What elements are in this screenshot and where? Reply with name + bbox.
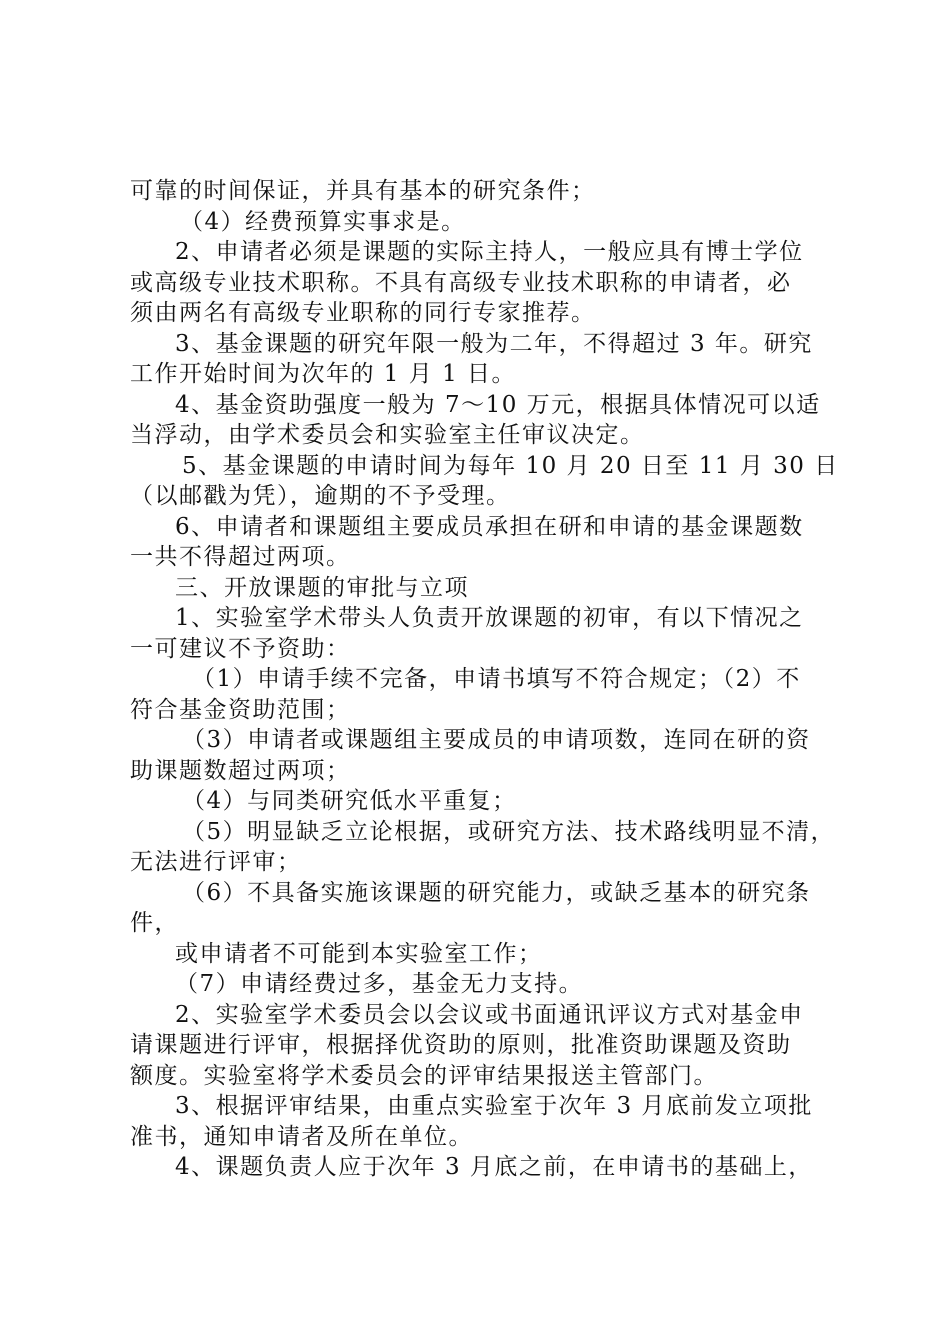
document-line: 可靠的时间保证，并具有基本的研究条件； — [130, 178, 596, 204]
document-line: 3、基金课题的研究年限一般为二年，不得超过 3 年。研究 — [175, 330, 813, 357]
document-line: 或申请者不可能到本实验室工作； — [175, 940, 543, 967]
document-line: （4）与同类研究低水平重复； — [182, 788, 517, 814]
document-line: 符合基金资助范围； — [130, 696, 351, 723]
document-line: （6）不具备实施该课题的研究能力，或缺乏基本的研究条 — [182, 879, 811, 906]
document-line: 三、开放课题的审批与立项 — [175, 574, 469, 601]
document-body — [130, 176, 840, 1183]
document-line: 工作开始时间为次年的 1 月 1 日。 — [130, 361, 517, 387]
document-line: 4、基金资助强度一般为 7～10 万元，根据具体情况可以适 — [175, 391, 821, 418]
document-line: （以邮戳为凭），逾期的不予受理。 — [130, 483, 511, 509]
document-line: 2、申请者必须是课题的实际主持人，一般应具有博士学位 — [175, 239, 804, 265]
document-line: 助课题数超过两项； — [130, 757, 351, 784]
document-line: 2、实验室学术委员会以会议或书面通讯评议方式对基金申 — [175, 1001, 804, 1028]
document-line: 5、基金课题的申请时间为每年 10 月 20 日至 11 月 30 日 — [182, 452, 839, 479]
document-line: 一共不得超过两项。 — [130, 544, 351, 570]
document-line: 请课题进行评审，根据择优资助的原则，批准资助课题及资助 — [130, 1032, 792, 1058]
document-line: （1）申请手续不完备，申请书填写不符合规定；（2）不 — [192, 666, 801, 692]
document-line: 无法进行评审； — [130, 849, 302, 875]
document-line: 1、实验室学术带头人负责开放课题的初审，有以下情况之 — [175, 605, 804, 631]
document-line: 6、申请者和课题组主要成员承担在研和申请的基金课题数 — [175, 513, 804, 540]
document-line: 件， — [130, 910, 179, 936]
document-line: （3）申请者或课题组主要成员的申请项数，连同在研的资 — [182, 727, 811, 753]
document-line: 一可建议不予资助： — [130, 635, 351, 662]
document-line: （7）申请经费过多，基金无力支持。 — [175, 971, 584, 997]
document-line: 额度。实验室将学术委员会的评审结果报送主管部门。 — [130, 1062, 718, 1089]
document-line: 3、根据评审结果，由重点实验室于次年 3 月底前发立项批 — [175, 1093, 813, 1119]
document-line: 须由两名有高级专业职称的同行专家推荐。 — [130, 300, 596, 326]
document-line: （4）经费预算实事求是。 — [180, 208, 466, 235]
document-line: 或高级专业技术职称。不具有高级专业技术职称的申请者，必 — [130, 269, 792, 296]
document-line: 4、课题负责人应于次年 3 月底之前，在申请书的基础上， — [175, 1154, 813, 1180]
document-line: 准书，通知申请者及所在单位。 — [130, 1123, 473, 1150]
document-line: 当浮动，由学术委员会和实验室主任审议决定。 — [130, 422, 645, 448]
document-line: （5）明显缺乏立论根据，或研究方法、技术路线明显不清， — [182, 818, 836, 845]
